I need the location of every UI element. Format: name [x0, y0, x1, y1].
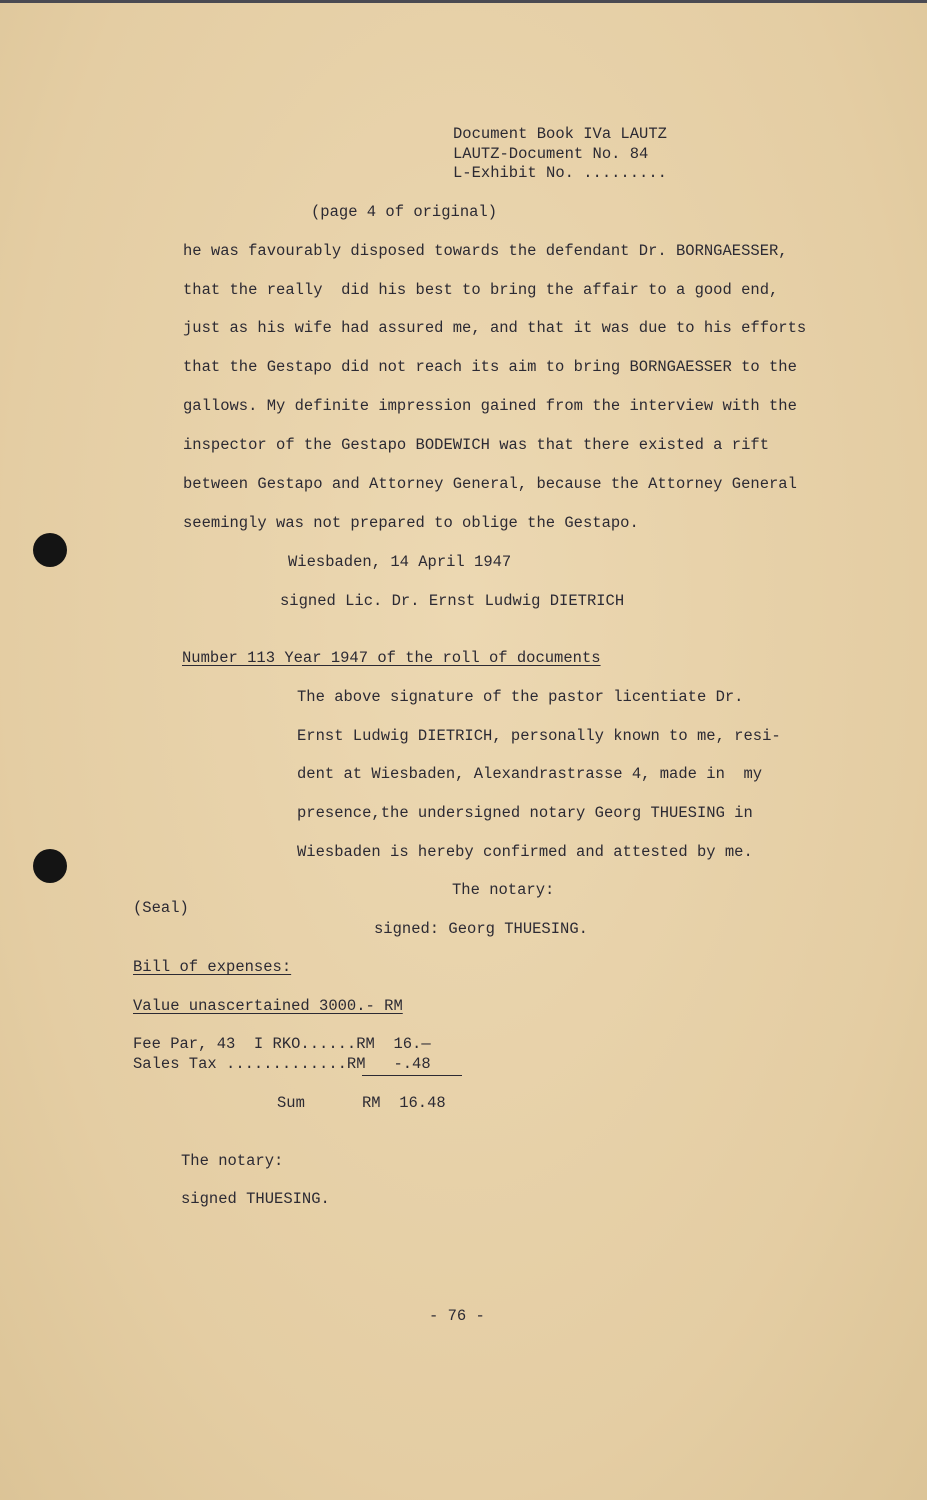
- sum-rule: [362, 1075, 462, 1076]
- notary-label: The notary:: [452, 881, 555, 899]
- attestation-line: dent at Wiesbaden, Alexandrastrasse 4, made in my: [297, 765, 763, 783]
- punch-hole-icon: [33, 533, 67, 567]
- notary-signature: signed THUESING.: [181, 1190, 330, 1208]
- notary-signature: signed: Georg THUESING.: [374, 920, 588, 938]
- header-document-book: Document Book IVa LAUTZ: [453, 125, 667, 143]
- body-line: that the really did his best to bring the affair to a good end,: [183, 281, 779, 299]
- header-exhibit-number: L-Exhibit No. .........: [453, 164, 667, 182]
- body-line: just as his wife had assured me, and that it was due to his efforts: [183, 319, 807, 337]
- body-line: that the Gestapo did not reach its aim to bring BORNGAESSER to the: [183, 358, 797, 376]
- value-line: Value unascertained 3000.- RM: [133, 997, 403, 1015]
- header-document-number: LAUTZ-Document No. 84: [453, 145, 649, 163]
- tax-line: Sales Tax .............RM -.48: [133, 1055, 431, 1073]
- body-line: gallows. My definite impression gained from the interview with the: [183, 397, 797, 415]
- page-number: - 76 -: [429, 1307, 485, 1325]
- attestation-line: presence,the undersigned notary Georg THUESING in: [297, 804, 753, 822]
- signature-line: signed Lic. Dr. Ernst Ludwig DIETRICH: [280, 592, 625, 610]
- place-date: Wiesbaden, 14 April 1947: [288, 553, 512, 571]
- fee-line: Fee Par, 43 I RKO......RM 16.—: [133, 1035, 431, 1053]
- sum-label: Sum: [277, 1094, 305, 1112]
- notary-label: The notary:: [181, 1152, 284, 1170]
- roll-heading: Number 113 Year 1947 of the roll of documents: [182, 649, 601, 667]
- top-edge: [0, 0, 927, 3]
- page-of-original: (page 4 of original): [311, 203, 498, 221]
- attestation-line: Ernst Ludwig DIETRICH, personally known to me, resi-: [297, 727, 781, 745]
- punch-hole-icon: [33, 849, 67, 883]
- seal-mark: (Seal): [133, 899, 189, 917]
- attestation-line: Wiesbaden is hereby confirmed and attested by me.: [297, 843, 753, 861]
- attestation-line: The above signature of the pastor licentiate Dr.: [297, 688, 744, 706]
- bill-heading: Bill of expenses:: [133, 958, 292, 976]
- body-line: between Gestapo and Attorney General, because the Attorney General: [183, 475, 797, 493]
- sum-value: RM 16.48: [362, 1094, 446, 1112]
- body-line: seemingly was not prepared to oblige the Gestapo.: [183, 514, 639, 532]
- body-line: he was favourably disposed towards the defendant Dr. BORNGAESSER,: [183, 242, 788, 260]
- body-line: inspector of the Gestapo BODEWICH was that there existed a rift: [183, 436, 769, 454]
